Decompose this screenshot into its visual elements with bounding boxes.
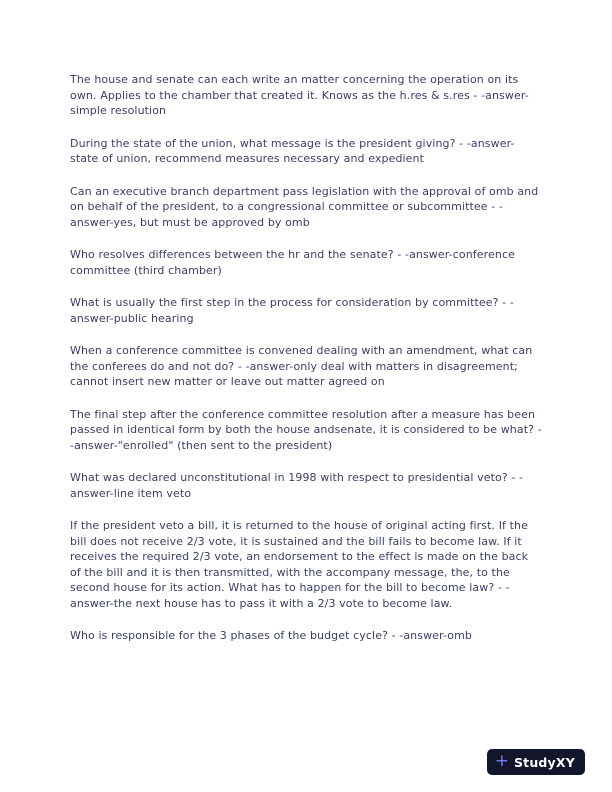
flashcard-text-block	[70, 72, 542, 661]
qa-paragraph: Who resolves differences between the hr and the senate? - -answer-conference committee (third chamber)	[70, 248, 515, 277]
qa-paragraph: What is usually the first step in the process for consideration by committee? - -answer-public hearing	[70, 296, 514, 325]
qa-paragraph: The house and senate can each write an matter concerning the operation on its own. Applies to the chamber that created it. Knows as the h.res & s.res - -answer-simple resolution	[70, 73, 529, 117]
qa-paragraph: During the state of the union, what message is the president giving? - -answer-state of union, recommend measures necessary and expedient	[70, 136, 515, 165]
brand-text: StudyXY	[513, 754, 575, 770]
qa-paragraph: What was declared unconstitutional in 1998 with respect to presidential veto? - -answer-line item veto	[70, 471, 524, 500]
qa-paragraph: Who is responsible for the 3 phases of the budget cycle? - -answer-omb	[70, 629, 472, 642]
qa-paragraph: Can an executive branch department pass legislation with the approval of omb and on behalf of the president, to a congressional committee or subcommittee - -answer-yes, but must be approved by omb	[70, 184, 539, 229]
qa-paragraph: If the president veto a bill, it is returned to the house of original acting first. If the bill does not receive 2/3 vote, it is sustained and the bill fails to become law. If it receives the required 2/3 vote, an endorsement to the effect is made on the back of the bill and it is then transmitted, with the accompany message, the, to the second house for its action. What has to happen for the bill to become law? - -answer-the next house has to pass it with a 2/3 vote to become law.	[70, 519, 529, 610]
studyxy-logo[interactable]	[487, 749, 585, 775]
plus-icon: +	[494, 750, 509, 771]
qa-paragraph: The final step after the conference committee resolution after a measure has been passed in identical form by both the house andsenate, it is considered to be what? - -answer-"enrolled" (then sent to the president)	[70, 407, 542, 452]
qa-paragraph: When a conference committee is convened dealing with an amendment, what can the conferees do and not do? - -answer-only deal with matters in disagreement; cannot insert new matter or leave out matter agreed on	[70, 344, 533, 388]
